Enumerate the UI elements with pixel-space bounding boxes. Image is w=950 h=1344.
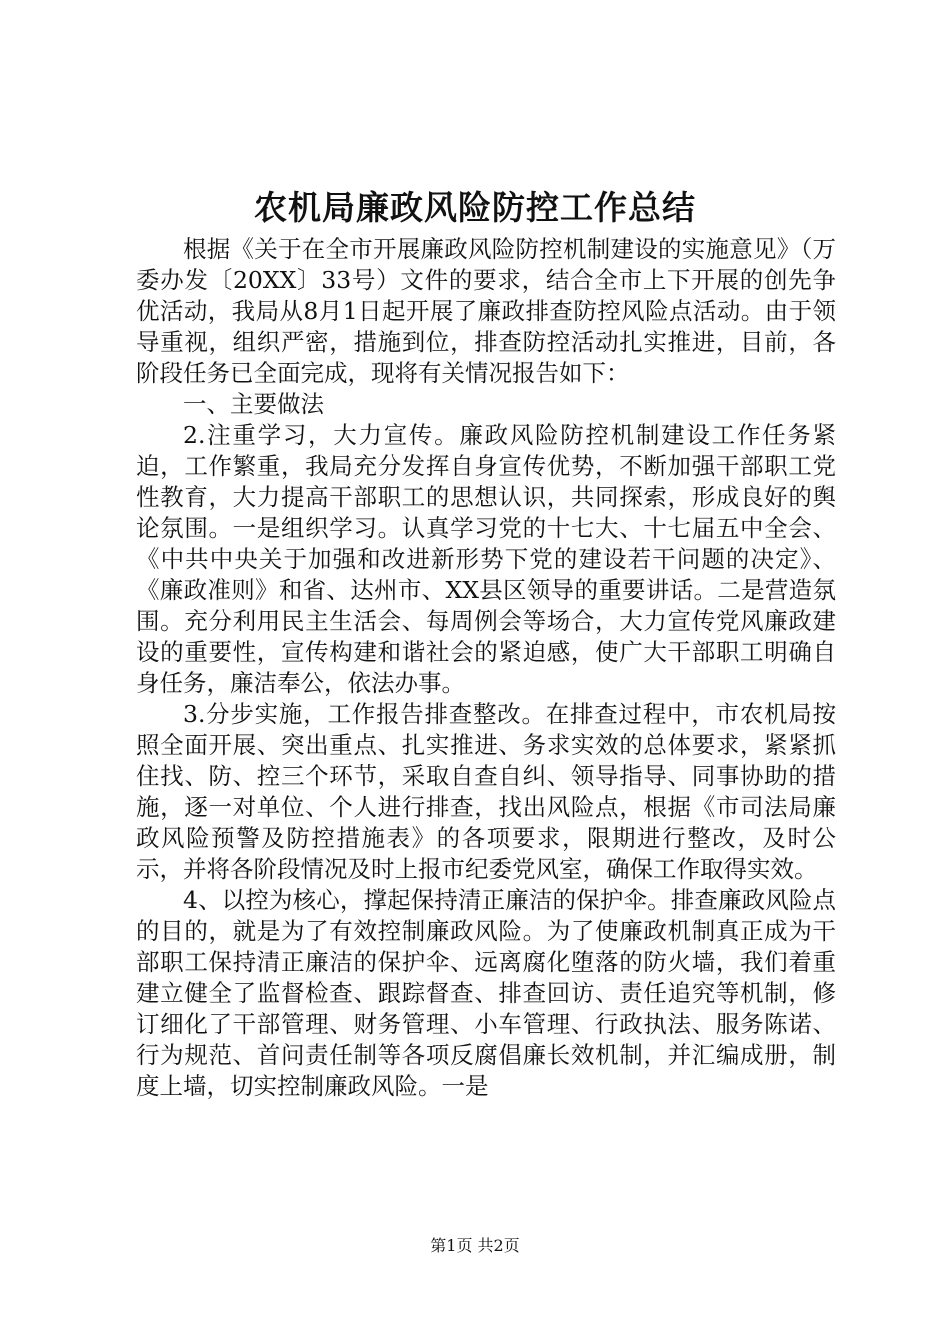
paragraph-control-core: 4、以控为核心，撑起保持清正廉洁的保护伞。排查廉政风险点的目的，就是为了有效控制廉政风险。为了使廉政机制真正成为干部职工保持清正廉洁的保护伞、远离腐化堕落的防火墙，我们着重建立健全了监督检查、跟踪督查、排查回访、责任追究等机制，修订细化了干部管理、财务管理、小车管理、行政执法、服务陈诺、行为规范、首问责任制等各项反腐倡廉长效机制，并汇编成册，制度上墙，切实控制廉政风险。一是	[136, 886, 836, 1100]
paragraph-intro: 根据《关于在全市开展廉政风险防控机制建设的实施意见》（万委办发〔20XX〕33号）文件的要求，结合全市上下开展的创先争优活动，我局从8月1日起开展了廉政排查防控风险点活动。由于领导重视，组织严密，措施到位，排查防控活动扎实推进，目前，各阶段任务已全面完成，现将有关情况报告如下：	[136, 235, 836, 387]
document-body	[136, 234, 836, 1102]
section-heading-main-practices: 一、主要做法	[183, 390, 324, 418]
paragraph-implementation: 3.分步实施，工作报告排查整改。在排查过程中，市农机局按照全面开展、突出重点、扎实推进、务求实效的总体要求，紧紧抓住找、防、控三个环节，采取自查自纠、领导指导、同事协助的措施，逐一对单位、个人进行排查，找出风险点，根据《市司法局廉政风险预警及防控措施表》的各项要求，限期进行整改，及时公示，并将各阶段情况及时上报市纪委党风室，确保工作取得实效。	[136, 700, 836, 883]
paragraph-study-publicity: 2.注重学习，大力宣传。廉政风险防控机制建设工作任务紧迫，工作繁重，我局充分发挥自身宣传优势，不断加强干部职工党性教育，大力提高干部职工的思想认识，共同探索，形成良好的舆论氛围。一是组织学习。认真学习党的十七大、十七届五中全会、《中共中央关于加强和改进新形势下党的建设若干问题的决定》、《廉政准则》和省、达州市、XX县区领导的重要讲话。二是营造氛围。充分利用民主生活会、每周例会等场合，大力宣传党风廉政建设的重要性，宣传构建和谐社会的紧迫感，使广大干部职工明确自身任务，廉洁奉公，依法办事。	[136, 421, 836, 697]
document-title: 农机局廉政风险防控工作总结	[254, 188, 696, 227]
page-number-footer: 第1页 共2页	[430, 1236, 520, 1255]
